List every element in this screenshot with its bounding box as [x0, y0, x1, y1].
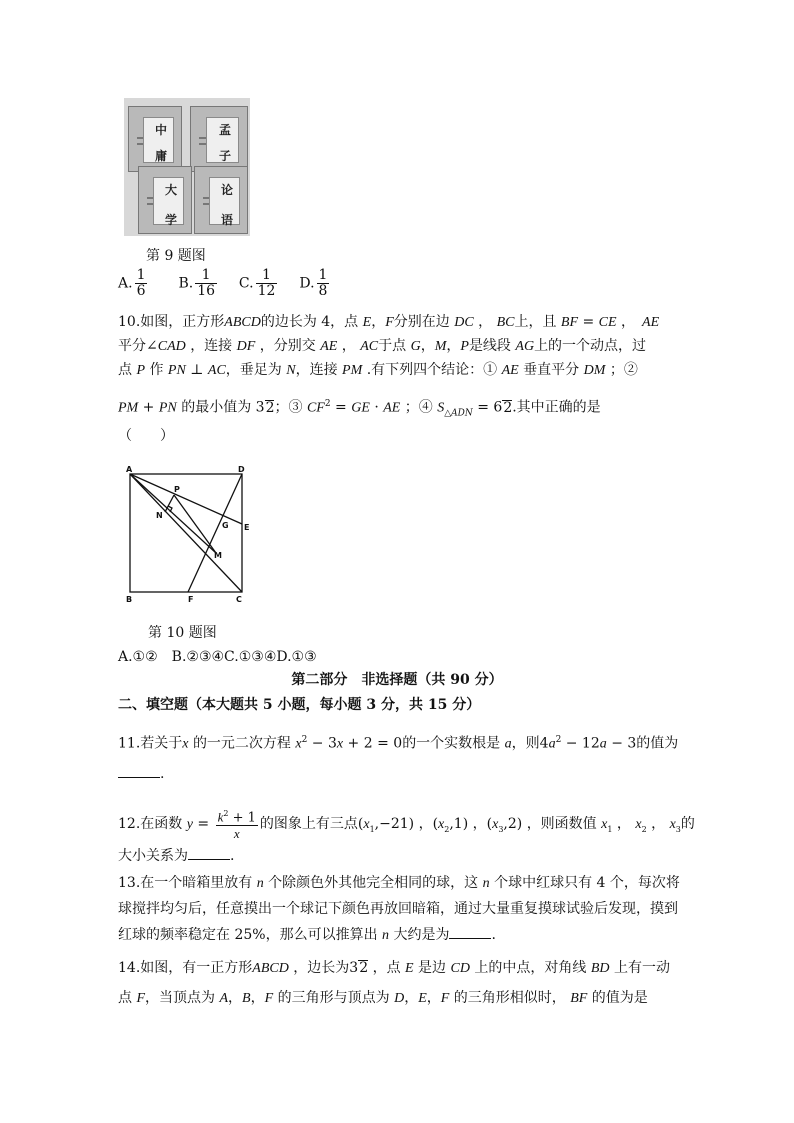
- book-title-bottom: 庸: [155, 149, 168, 163]
- q9-options: [118, 268, 355, 299]
- q10-answer-paren: （ ）: [118, 428, 174, 444]
- q10-options: A.①② B.②③④C.①③④D.①③: [118, 649, 317, 665]
- book-mengzi: [190, 106, 248, 172]
- q13-answer-blank[interactable]: [449, 926, 491, 939]
- book-title-top: 中: [155, 123, 168, 137]
- label-a: A: [126, 465, 133, 474]
- q12-line-2: 大小关系为 .: [118, 848, 235, 864]
- q11-line-1: 11.若关于x 的一元二次方程 $x^2 - 3x + 2 = 0$的一个实数根是 a，则$4a^2 - 12a - 3$的值为: [118, 735, 679, 752]
- q12-answer-blank[interactable]: [188, 847, 230, 860]
- label-d: D: [238, 465, 245, 474]
- segment-df: [188, 474, 242, 592]
- book-title-top: 论: [221, 183, 234, 197]
- label-m: M: [214, 551, 222, 560]
- q10-line-3: 点 P 作 PN ⊥ AC，垂足为 N，连接 PM .有下列四个结论：① AE 垂直平分 DM ；②: [118, 362, 638, 378]
- q11-answer-blank[interactable]: [118, 765, 160, 778]
- book-title-top: 孟: [219, 123, 232, 137]
- option-c: C. $\frac{1}{12}$: [238, 267, 276, 299]
- book-title-bottom: 学: [165, 213, 178, 227]
- book-lunyu: [194, 166, 248, 234]
- q14-line-2: 点 F，当顶点为 A，B，F 的三角形与顶点为 D，E，F 的三角形相似时， BF 的值为是: [118, 990, 648, 1006]
- q10-line-1: 10.如图，正方形ABCD的边长为 4，点 E，F分别在边 DC ， BC上，且 BF = CE ， AE: [118, 314, 660, 330]
- option-d: D. $\frac{1}{8}$: [299, 267, 328, 299]
- book-title-top: 大: [165, 183, 178, 197]
- q11-line-2: .: [118, 764, 164, 784]
- label-f: F: [188, 595, 194, 604]
- label-b: B: [126, 595, 133, 604]
- q10-line-2: 平分∠CAD ，连接 DF ，分别交 AE ， AC于点 G，M，P是线段 AG上的一个动点，过: [118, 338, 647, 354]
- label-n: N: [156, 511, 163, 520]
- q9-figure: [124, 98, 250, 236]
- part2-title: 第二部分 非选择题（共 90 分）: [291, 672, 503, 688]
- q13-line-2: 球搅拌均匀后，任意摸出一个球记下颜色再放回暗箱，通过大量重复摸球试验后发现，摸到: [118, 901, 678, 917]
- label-c: C: [236, 595, 242, 604]
- label-e: E: [244, 523, 250, 532]
- q13-line-1: 13.在一个暗箱里放有 n 个除颜色外其他完全相同的球，这 n 个球中红球只有 4 个，每次将: [118, 875, 680, 891]
- label-p: P: [174, 485, 180, 494]
- q9-caption: 第 9 题图: [146, 248, 206, 264]
- book-title-bottom: 语: [221, 213, 234, 227]
- q12-line-1: 12.在函数 y = $\frac{k^2 + 1}{x}$ 的图象上有三点$(x_1,-21)$ ，$(x_2,1)$ ，$(x_3,2)$ ，则函数值 $x_1$ ， $x_2$ ， $x_3$的: [118, 806, 695, 842]
- book-daxue: [138, 166, 192, 234]
- option-a: A. $\frac{1}{6}$: [118, 267, 146, 299]
- q10-figure: [122, 462, 258, 606]
- option-b: B. $\frac{1}{16}$: [178, 267, 216, 299]
- q13-line-3: 红球的频率稳定在 25%，那么可以推算出 n 大约是为 .: [118, 927, 496, 943]
- q14-line-1: 14.如图，有一正方形ABCD ，边长为32 ，点 E 是边 CD 上的中点，对角线 BD 上有一动: [118, 960, 670, 976]
- q10-caption: 第 10 题图: [148, 625, 217, 641]
- segment-am: [130, 474, 216, 553]
- section-fill-in-title: 二、填空题（本大题共 5 小题，每小题 3 分，共 15 分）: [118, 697, 481, 713]
- diagonal-ac: [130, 474, 242, 592]
- book-title-bottom: 子: [219, 149, 232, 163]
- segment-ae: [130, 474, 242, 524]
- q10-line-4: PM + PN 的最小值为 32；③ $CF^2$ = GE · AE ；④ $S_{\triangle ADN} = 62$.其中正确的是: [118, 399, 601, 419]
- book-zhongyong: [128, 106, 182, 172]
- label-g: G: [222, 521, 229, 530]
